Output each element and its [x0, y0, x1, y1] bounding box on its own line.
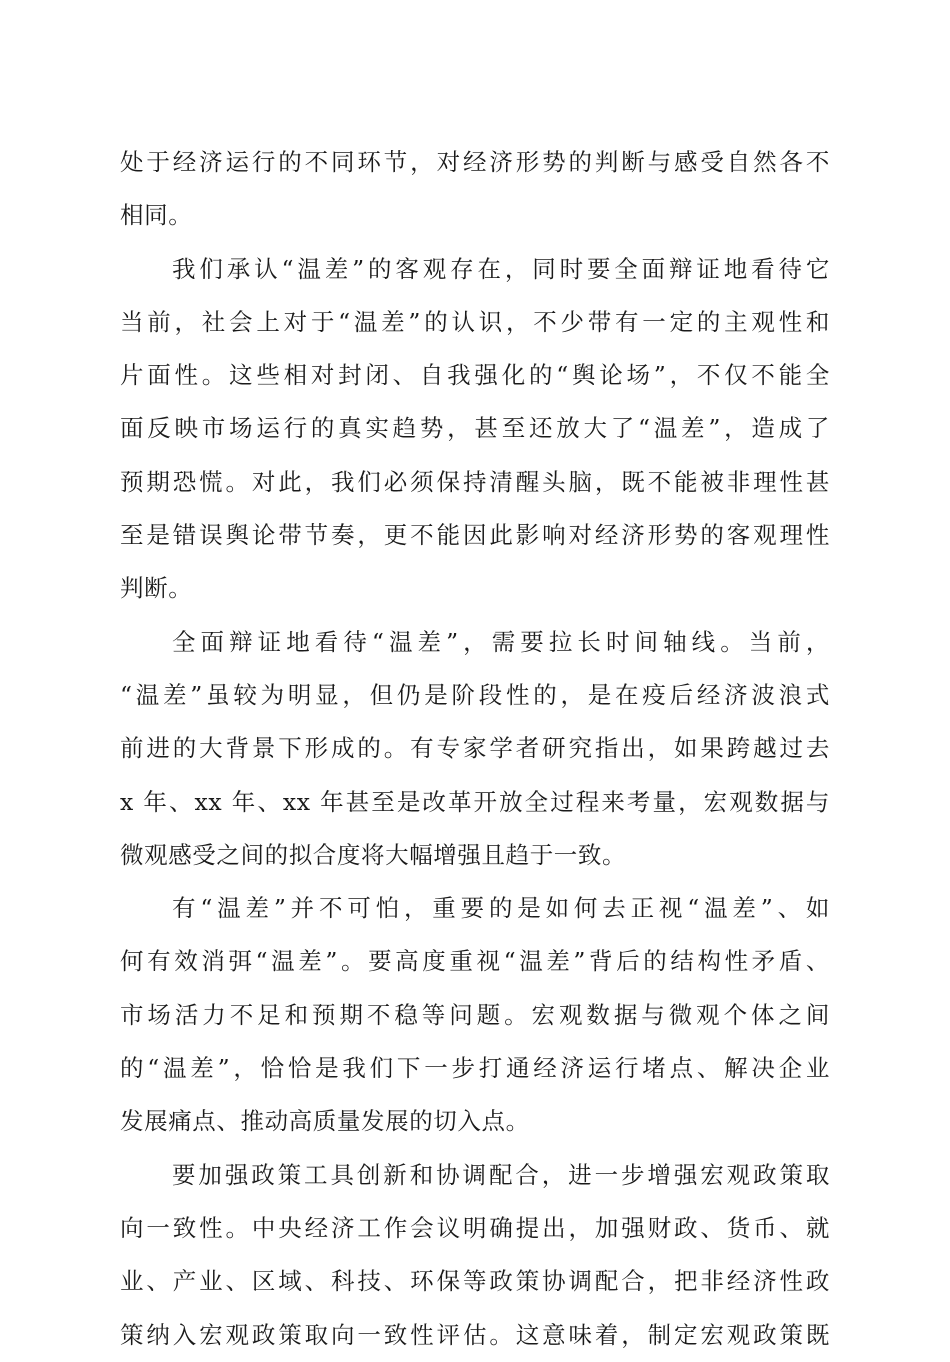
text-line: 有“温差”并不可怕，重要的是如何去正视“温差”、如 — [172, 894, 830, 923]
text-line: 策纳入宏观政策取向一致性评估。这意味着，制定宏观政策既 — [120, 1320, 830, 1349]
text-line: 片面性。这些相对封闭、自我强化的“舆论场”，不仅不能全 — [120, 361, 830, 390]
text-line: 市场活力不足和预期不稳等问题。宏观数据与微观个体之间 — [120, 1000, 830, 1029]
text-line: 面反映市场运行的真实趋势，甚至还放大了“温差”，造成了 — [120, 414, 830, 443]
text-line: 处于经济运行的不同环节，对经济形势的判断与感受自然各不 — [120, 148, 830, 176]
text-line: 前进的大背景下形成的。有专家学者研究指出，如果跨越过去 — [120, 734, 830, 763]
text-line: 当前，社会上对于“温差”的认识，不少带有一定的主观性和 — [120, 307, 830, 336]
text-line: 业、产业、区域、科技、环保等政策协调配合，把非经济性政 — [120, 1267, 830, 1296]
text-line: 发展痛点、推动高质量发展的切入点。 — [120, 1107, 530, 1136]
body-text — [120, 136, 830, 1362]
text-line: 预期恐慌。对此，我们必须保持清醒头脑，既不能被非理性甚 — [120, 467, 830, 496]
text-line: 全面辩证地看待“温差”，需要拉长时间轴线。当前， — [172, 627, 830, 656]
text-line: 向一致性。中央经济工作会议明确提出，加强财政、货币、就 — [120, 1213, 830, 1242]
text-line: 微观感受之间的拟合度将大幅增强且趋于一致。 — [120, 840, 627, 869]
text-line: 相同。 — [120, 201, 193, 230]
text-line: 的“温差”，恰恰是我们下一步打通经济运行堵点、解决企业 — [120, 1054, 830, 1083]
text-line: 我们承认“温差”的客观存在，同时要全面辩证地看待它 — [172, 254, 830, 283]
text-line: “温差”虽较为明显，但仍是阶段性的，是在疫后经济波浪式 — [120, 680, 830, 709]
text-line: 何有效消弭“温差”。要高度重视“温差”背后的结构性矛盾、 — [120, 947, 830, 976]
text-line: 要加强政策工具创新和协调配合，进一步增强宏观政策取 — [172, 1160, 830, 1189]
text-line: 判断。 — [120, 574, 193, 603]
text-line: 至是错误舆论带节奏，更不能因此影响对经济形势的客观理性 — [120, 521, 830, 550]
text-line: x 年、xx 年、xx 年甚至是改革开放全过程来考量，宏观数据与 — [120, 787, 830, 816]
